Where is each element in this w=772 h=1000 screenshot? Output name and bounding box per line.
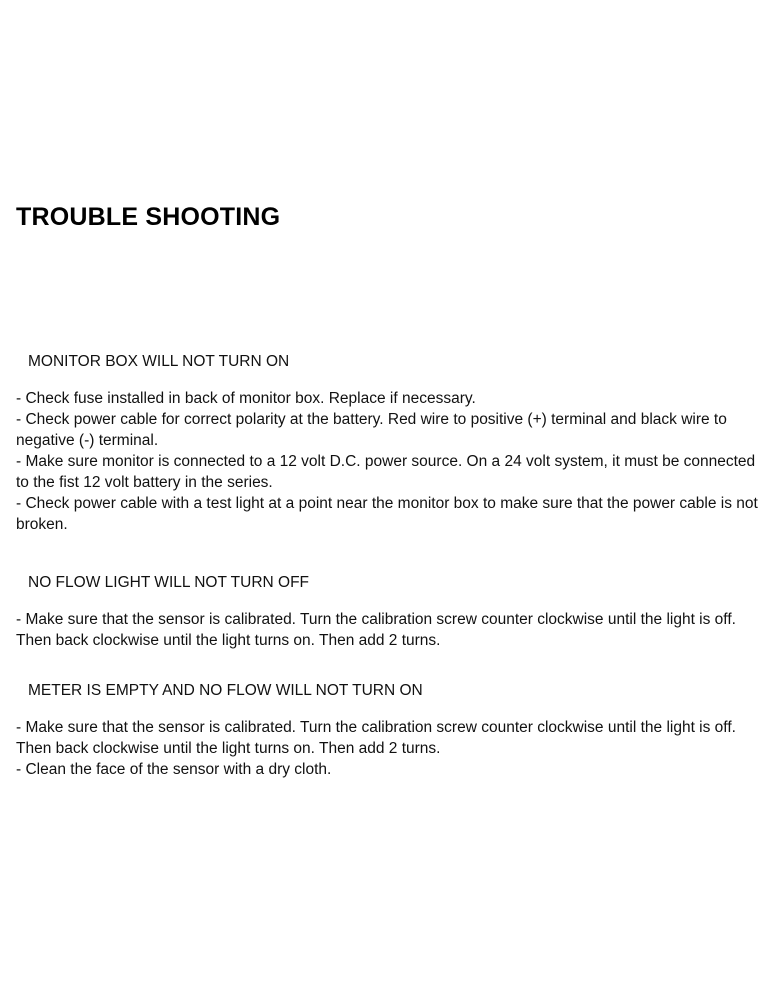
section-heading: NO FLOW LIGHT WILL NOT TURN OFF [28, 574, 310, 591]
section-heading: MONITOR BOX WILL NOT TURN ON [28, 353, 290, 370]
section-meter-empty [16, 681, 764, 780]
instruction-list [16, 388, 764, 535]
instruction-item: - Make sure that the sensor is calibrated. Turn the calibration screw counter clockwise until the light is off. Then back clockwise until the light turns on. Then add 2 turns. [16, 719, 736, 757]
section-no-flow-light [16, 573, 764, 651]
section-monitor-box [16, 352, 764, 535]
instruction-item: - Clean the face of the sensor with a dry cloth. [16, 761, 332, 778]
instruction-list [16, 717, 764, 780]
instruction-item: - Check power cable for correct polarity at the battery. Red wire to positive (+) terminal and black wire to negative (-) terminal. [16, 411, 727, 449]
instruction-item: - Check fuse installed in back of monitor box. Replace if necessary. [16, 390, 476, 407]
instruction-item: - Check power cable with a test light at a point near the monitor box to make sure that the power cable is not broken. [16, 495, 758, 533]
instruction-list [16, 609, 764, 651]
page-title: TROUBLE SHOOTING [16, 203, 281, 231]
instruction-item: - Make sure monitor is connected to a 12 volt D.C. power source. On a 24 volt system, it must be connected to the fist 12 volt battery in the series. [16, 453, 756, 491]
section-heading: METER IS EMPTY AND NO FLOW WILL NOT TURN ON [28, 682, 423, 699]
instruction-item: - Make sure that the sensor is calibrated. Turn the calibration screw counter clockwise until the light is off. Then back clockwise until the light turns on. Then add 2 turns. [16, 611, 736, 649]
